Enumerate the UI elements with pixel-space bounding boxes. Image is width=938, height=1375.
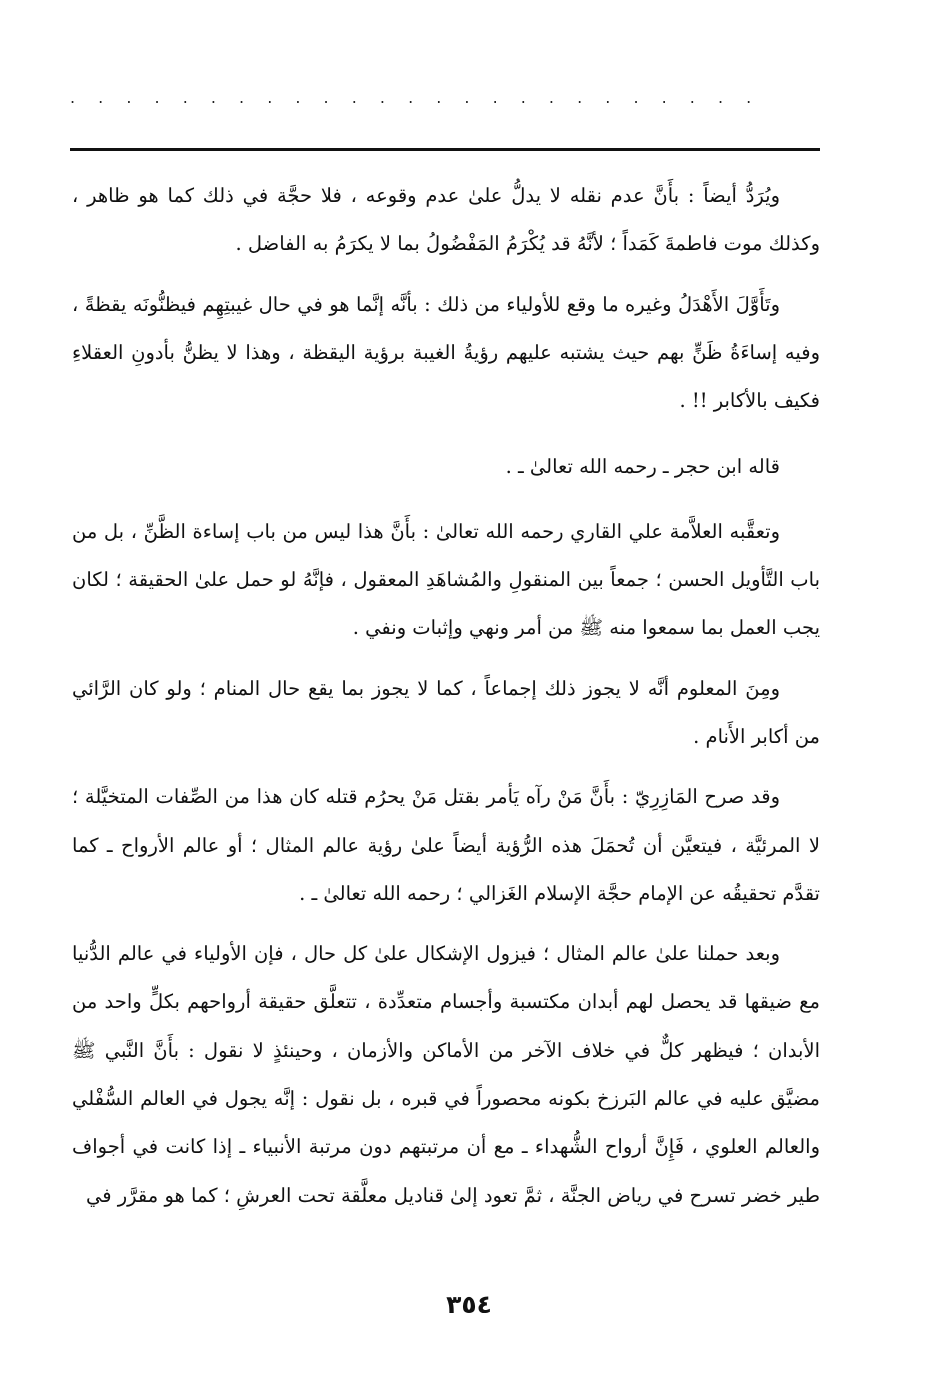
main-text — [72, 172, 820, 1232]
paragraph-6: وقد صرح المَازِرِيّ : بأَنَّ مَنْ رآه يَأمر بقتل مَنْ يحرُم قتله كان هذا من الصِّفات المتخيَّلة ؛ لا المرئيَّة ، فيتعيَّن أن تُحمَلَ هذه الرُّؤية أيضاً علىٰ رؤية عالم المثال ؛ أو عالم الأرواح ـ كما تقدَّم تحقيقُه عن الإمام حجَّة الإسلام الغَزالي ؛ رحمه الله تعالىٰ ـ . — [72, 785, 820, 905]
paragraph-7: وبعد حملنا علىٰ عالم المثال ؛ فيزول الإشكال علىٰ كل حال ، فإن الأولياء في عالم الدُّنيا مع ضيقها قد يحصل لهم أبدان مكتسبة وأجسام متعدِّدة ، تتعلَّق حقيقة أرواحهم بكلٍّ واحد من الأبدان ؛ فيظهر كلٌّ في خلاف الآخر من الأماكن والأزمان ، وحينئذٍ لا نقول : بأَنَّ النَّبي ﷺ مضيَّق عليه في عالم البَرزخ بكونه محصوراً في قبره ، بل نقول : إنَّه يجول في العالم السُّفْلي والعالم العلوي ، فَإِنَّ أرواح الشُّهداء ـ مع أن مرتبتهم دون مرتبة الأنبياء ـ إذا كانت في أجواف طير خضر تسرح في رياض الجنَّة ، ثمَّ تعود إلىٰ قناديل معلَّقة تحت العرشِ ؛ كما هو مقرَّر في — [72, 942, 820, 1207]
paragraph-5: ومِنَ المعلوم أنَّه لا يجوز ذلك إجماعاً ، كما لا يجوز بما يقع حال المنام ؛ ولو كان الرَّائي من أكابر الأَنام . — [72, 676, 820, 748]
page-number: ٣٥٤ — [446, 1290, 492, 1319]
paragraph-2: وتَأَوَّلَ الأَهْدَلُ وغيره ما وقع للأولياء من ذلك : بأنَّه إنَّما هو في حال غيبتِهِم فيظنُّونَه يقظةً ، وفيه إساءَةُ ظَنٍّ بهم حيث يشتبه عليهم رؤيةُ الغيبة برؤية اليقظة ، وهذا لا يظنُّ بأدونِ العقلاءِ فكيف بالأكابر !! . — [72, 292, 820, 413]
paragraph-attribution: قاله ابن حجر ـ رحمه الله تعالىٰ ـ . — [505, 455, 780, 479]
header-dotted-line: . . . . . . . . . . . . . . . . . . . . . . . . . — [70, 88, 761, 107]
paragraph-4: وتعقَّبه العلاَّمة علي القاري رحمه الله تعالىٰ : بأَنَّ هذا ليس من باب إساءة الظَّنِّ ، بل من باب التَّأويل الحسن ؛ جمعاً بين المنقولِ والمُشاهَدِ المعقول ، فإنَّهُ لو حمل علىٰ الحقيقة ؛ لكان يجب العمل بما سمعوا منه ﷺ من أمر ونهي وإثبات ونفي . — [72, 519, 820, 640]
header-rule — [70, 148, 820, 151]
paragraph-1: ويُرَدُّ أيضاً : بأَنَّ عدم نقله لا يدلُّ علىٰ عدم وقوعه ، فلا حجَّة في ذلك كما هو ظاهر ، وكذلك موت فاطمةَ كَمَداً ؛ لأنَّهُ قد يُكْرَمُ المَفْضُولُ بما لا يكرَمُ به الفاضل . — [72, 184, 820, 256]
